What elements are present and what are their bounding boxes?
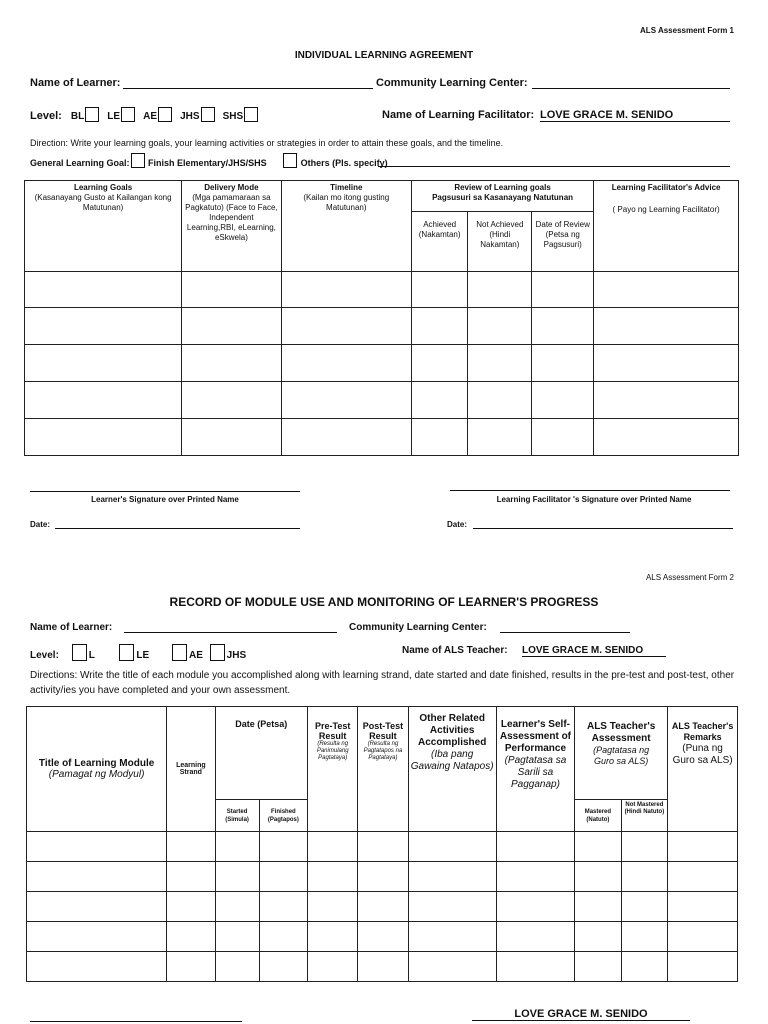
learner-date-label: Date:: [30, 520, 51, 529]
col-self-assessment: Learner's Self-Assessment of Performance (Pagtatasa sa Sarili sa Pagganap): [496, 707, 574, 832]
col-timeline: Timeline (Kailan mo itong gusting Matutunan): [281, 181, 411, 272]
level-bl-label: BL: [70, 111, 85, 122]
form2-signature-line[interactable]: [30, 1021, 242, 1022]
level-bl-checkbox[interactable]: [85, 107, 99, 122]
level-ae-label: AE: [143, 111, 158, 122]
col-date: Date (Petsa): [215, 707, 308, 800]
table-cell[interactable]: [25, 272, 182, 308]
col-other-activities: Other Related Activities Accomplished (Iba pang Gawaing Natapos): [408, 707, 496, 832]
level2-l-checkbox[interactable]: [72, 644, 87, 661]
col-remarks: ALS Teacher's Remarks (Puna ng Guro sa ALS): [668, 707, 738, 832]
goal-others-field[interactable]: [378, 166, 730, 167]
module-record-table: [26, 706, 738, 982]
col-delivery-mode: Delivery Mode (Mga pamamaraan sa Pagkatuto) (Face to Face, Independent Learning,RBI, eLearning, eSkwela): [182, 181, 281, 272]
goal-label: General Learning Goal:: [30, 158, 130, 168]
form1-goal-row: [30, 153, 388, 168]
level2-jhs-checkbox[interactable]: [210, 644, 225, 661]
learning-agreement-table: [24, 180, 739, 456]
col-not-achieved: Not Achieved (Hindi Nakamtan): [468, 212, 532, 272]
learner-signature-line[interactable]: [30, 491, 300, 492]
form2-teacher-value: LOVE GRACE M. SENIDO: [522, 645, 666, 657]
col-advice: Learning Facilitator's Advice ( Payo ng Learning Facilitator): [594, 181, 739, 272]
learner-signature-label: Learner's Signature over Printed Name: [91, 495, 239, 504]
facilitator-signature-label: Learning Facilitator 's Signature over Printed Name: [496, 495, 692, 504]
col-post-test: Post-Test Result (Resulta ng Pagtatapos na Pagtataya): [358, 707, 408, 832]
form1-name-field[interactable]: [123, 88, 373, 89]
level-jhs-label: JHS: [180, 111, 200, 122]
form2-clc-field[interactable]: [500, 632, 630, 633]
goal-finish-label: Finish Elementary/JHS/SHS: [148, 158, 267, 168]
form2-name-field[interactable]: [124, 632, 337, 633]
form1-clc-label: Community Learning Center:: [376, 77, 528, 89]
col-pre-test: Pre-Test Result (Resulta ng Panimulang Pagtataya): [308, 707, 358, 832]
form2-corner-label: ALS Assessment Form 2: [645, 573, 734, 582]
col-mastered: Mastered (Natuto): [575, 800, 622, 832]
form2-name-label: Name of Learner:: [30, 622, 113, 633]
goal-others-label: Others (Pls. specify): [300, 158, 388, 168]
level2-ae-checkbox[interactable]: [172, 644, 187, 661]
form1-title: INDIVIDUAL LEARNING AGREEMENT: [294, 50, 474, 61]
form1-facilitator-value: LOVE GRACE M. SENIDO: [540, 109, 730, 122]
level2-le-label: LE: [136, 650, 150, 661]
col-review: Review of Learning goals Pagsusuri sa Kasanayang Natutunan: [411, 181, 593, 212]
level2-jhs-label: JHS: [226, 650, 247, 661]
form2-level-row: [30, 644, 246, 661]
level2-ae-label: AE: [188, 650, 203, 661]
form1-facilitator-label: Name of Learning Facilitator:: [382, 109, 535, 121]
level-jhs-checkbox[interactable]: [201, 107, 215, 122]
form1-direction: Direction: Write your learning goals, your learning activities or strategies in order to attain these goals, and the timeline.: [30, 138, 504, 148]
form1-corner-label: ALS Assessment Form 1: [640, 26, 734, 35]
level2-l-label: L: [88, 650, 95, 661]
form2-clc-label: Community Learning Center:: [349, 622, 487, 633]
level-shs-checkbox[interactable]: [244, 107, 258, 122]
form2-teacher-label: Name of ALS Teacher:: [402, 645, 508, 656]
col-not-mastered: Not Mastered (Hindi Natuto): [621, 800, 668, 832]
col-learning-goals: Learning Goals (Kasanayang Gusto at Kailangan kong Matutunan): [25, 181, 182, 272]
form1-clc-field[interactable]: [532, 88, 730, 89]
goal-others-checkbox[interactable]: [283, 153, 297, 168]
form2-directions: Directions: Write the title of each module you accomplished along with learning strand, date started and date finished, results in the pre-test and post-test, other activity/ies you have completed and your own assessment.: [30, 670, 735, 696]
facilitator-date-label: Date:: [447, 520, 468, 529]
col-finished: Finished (Pagtapos): [259, 800, 307, 832]
level-le-checkbox[interactable]: [121, 107, 135, 122]
learner-date-field[interactable]: [55, 528, 300, 529]
form1-level-label: Level:: [30, 110, 62, 122]
col-started: Started (Simula): [215, 800, 259, 832]
facilitator-date-field[interactable]: [473, 528, 733, 529]
form1-level-row: [30, 107, 259, 122]
level2-le-checkbox[interactable]: [119, 644, 134, 661]
col-learning-strand: Learning Strand: [167, 707, 215, 832]
goal-finish-checkbox[interactable]: [131, 153, 145, 168]
form2-footer-name: LOVE GRACE M. SENIDO: [472, 1008, 690, 1021]
col-module-title: Title of Learning Module (Pamagat ng Modyul): [27, 707, 167, 832]
level-shs-label: SHS: [222, 111, 244, 122]
facilitator-signature-line[interactable]: [450, 490, 730, 491]
form2-title: RECORD OF MODULE USE AND MONITORING OF LEARNER'S PROGRESS: [169, 595, 599, 609]
level-ae-checkbox[interactable]: [158, 107, 172, 122]
form2-level-label: Level:: [30, 650, 59, 661]
level-le-label: LE: [107, 111, 121, 122]
col-date-review: Date of Review (Petsa ng Pagsusuri): [532, 212, 594, 272]
col-teacher-assessment: ALS Teacher's Assessment (Pagtatasa ng Guro sa ALS): [575, 707, 668, 800]
col-achieved: Achieved (Nakamtan): [411, 212, 467, 272]
form1-name-label: Name of Learner:: [30, 77, 121, 89]
